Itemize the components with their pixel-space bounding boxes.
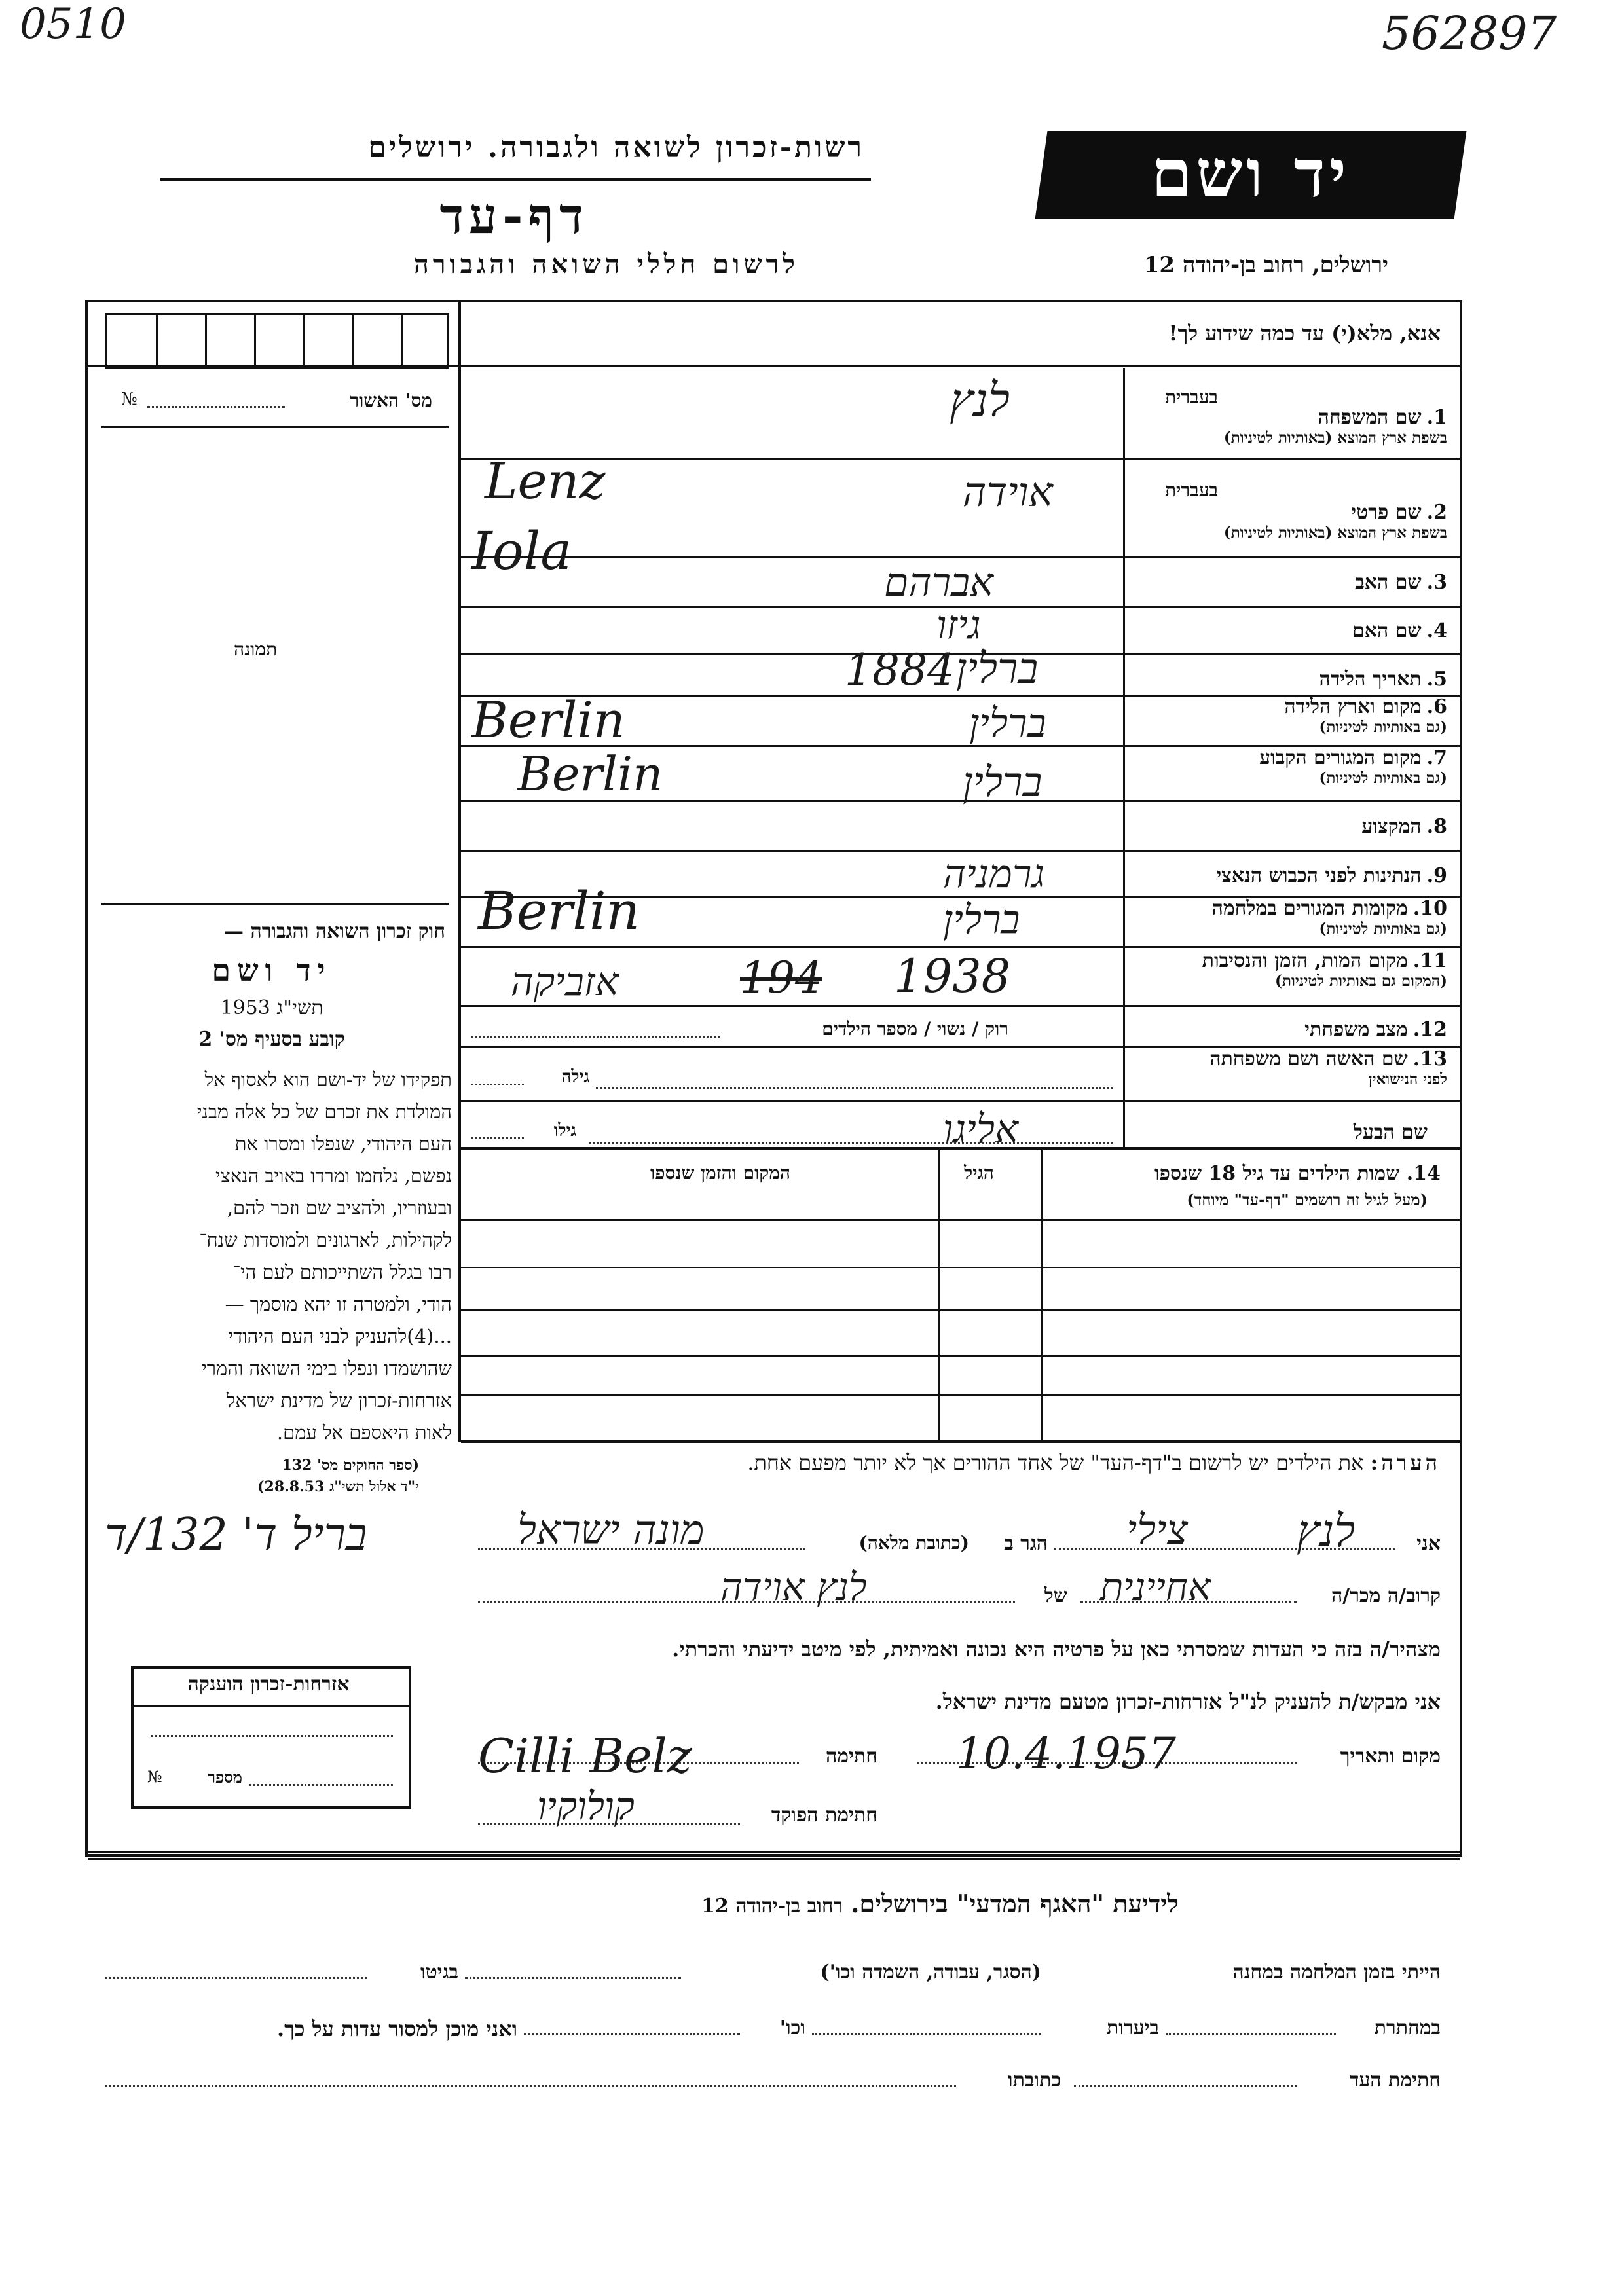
law-body bbox=[95, 1064, 452, 1449]
field-2-title: שם פרטי bbox=[1351, 501, 1422, 524]
bottom-separator-2 bbox=[88, 1858, 1460, 1860]
field-13-num: 13. bbox=[1412, 1048, 1447, 1070]
bottom-separator-1 bbox=[88, 1851, 1460, 1853]
field-4-num: 4. bbox=[1426, 619, 1447, 642]
bottom-address: רחוב בן-יהודה 12 bbox=[701, 1895, 843, 1918]
photo-label: תמונה bbox=[233, 638, 278, 660]
children-col-place: המקום והזמן שנספו bbox=[650, 1162, 790, 1184]
approval-no: № bbox=[121, 390, 138, 409]
hw-birth-place-heb: ברלין bbox=[956, 645, 1039, 693]
law-line: אזרחות-זכרון של מדינת ישראל bbox=[226, 1389, 452, 1412]
marital-dots[interactable] bbox=[471, 1036, 720, 1038]
hw-father: אברהם bbox=[884, 560, 993, 606]
husband-age-field[interactable] bbox=[471, 1137, 524, 1139]
husband-age-label: גילו bbox=[553, 1121, 576, 1140]
hw-nationality: גרמניה bbox=[943, 851, 1045, 897]
field-7-label bbox=[1130, 746, 1447, 787]
field-8-label bbox=[1130, 815, 1447, 838]
children-header-rule bbox=[461, 1219, 1460, 1221]
field-2-rule bbox=[461, 556, 1460, 558]
field-8-title: המקצוע bbox=[1361, 815, 1422, 838]
law-line: נפשם, נלחמו ומרדו באויב הנאצי bbox=[215, 1165, 452, 1187]
field-6-label bbox=[1130, 695, 1447, 736]
field-5-label bbox=[1130, 668, 1447, 691]
citizenship-number-field[interactable] bbox=[249, 1784, 393, 1786]
citizenship-line-1[interactable] bbox=[151, 1735, 393, 1737]
field-11-title: מקום המות, הזמן והנסיבות bbox=[1202, 949, 1408, 972]
field-2-num: 2. bbox=[1426, 501, 1447, 524]
field-2-sub: בשפת ארץ המוצא (באותיות לטיניות) bbox=[1223, 524, 1447, 541]
hw-birth-place-lat: Berlin bbox=[471, 691, 625, 749]
field-12-label bbox=[1130, 1018, 1447, 1041]
citizenship-title: אזרחות-זכרון הוענקה bbox=[187, 1673, 350, 1696]
corner-mark-right: 562897 bbox=[1382, 7, 1557, 60]
hw-wartime-heb: ברלין bbox=[943, 897, 1020, 943]
declarant-resides: הגר ב bbox=[1004, 1532, 1048, 1555]
bottom-forests-field[interactable] bbox=[812, 2033, 1041, 2035]
declarant-of: של bbox=[1044, 1584, 1067, 1607]
field-3-title: שם האב bbox=[1355, 571, 1422, 594]
law-line: המולדת את זכרם של כל אלה מבני bbox=[196, 1101, 452, 1123]
field-3-label bbox=[1130, 571, 1447, 594]
field-10-num: 10. bbox=[1412, 897, 1447, 920]
field-10-label bbox=[1130, 897, 1447, 938]
hw-surname-heb: לנץ bbox=[950, 373, 1010, 427]
signature-label: חתימה bbox=[826, 1745, 877, 1768]
field-7-num: 7. bbox=[1426, 746, 1447, 769]
bottom-title bbox=[498, 1889, 1179, 1919]
law-line: ובעוזריו, ולהציב שם וזכר להם, bbox=[227, 1197, 452, 1219]
instructions: אנא, מלא(י) עד כמה שידוע לך! bbox=[1168, 321, 1441, 346]
law-line: לאות היאספם אל עמם. bbox=[276, 1421, 452, 1444]
field-5-num: 5. bbox=[1426, 668, 1447, 691]
hw-informant-surname: לנץ bbox=[1297, 1506, 1356, 1558]
bottom-line3-a: חתימת העד bbox=[1349, 2069, 1441, 2092]
left-top-rule bbox=[88, 365, 461, 367]
remark-text: את הילדים יש לרשום ב"דף-העד" של אחד ההורים אך לא יותר מפעם אחת. bbox=[747, 1450, 1364, 1475]
field-10-title: מקומות המגורים במלחמה bbox=[1211, 897, 1408, 920]
logo-text: יד ושם bbox=[1151, 135, 1350, 212]
law-clause: קובע בסעיף מס' 2 bbox=[198, 1028, 345, 1051]
approval-field[interactable] bbox=[147, 406, 285, 408]
bottom-etc-field[interactable] bbox=[524, 2033, 740, 2035]
field-5-title: תאריך הלידה bbox=[1319, 668, 1422, 691]
request-text: אני מבקש/ת להעניק לנ"ל אזרחות-זכרון מטעם מדינת ישראל. bbox=[935, 1689, 1441, 1714]
field-4-title: שם האם bbox=[1352, 619, 1422, 642]
field-1-label bbox=[1130, 406, 1447, 446]
photo-area-top bbox=[101, 426, 449, 428]
law-line: העם היהודי, שנפלו ומסרו את bbox=[234, 1133, 452, 1155]
bottom-ghetto-field[interactable] bbox=[105, 1977, 367, 1979]
hw-official-signature: קולוקיו bbox=[537, 1784, 635, 1829]
bottom-line3-b: כתובתו bbox=[1007, 2069, 1061, 2092]
field-8-num: 8. bbox=[1426, 815, 1447, 838]
field-10-sub: (גם באותיות לטיניות) bbox=[1319, 920, 1447, 938]
field-13-sub: לפני הנישואין bbox=[1368, 1070, 1447, 1088]
institution-underline bbox=[160, 178, 871, 181]
photo-area-bottom bbox=[101, 903, 449, 905]
law-ref-1: (ספר החוקים מס' 132 bbox=[282, 1457, 419, 1474]
field-4-label bbox=[1130, 619, 1447, 642]
hw-husband: אליגו bbox=[943, 1106, 1018, 1152]
declarant-relative: קרוב/ה מכר/ה bbox=[1331, 1584, 1441, 1607]
husband-name-field[interactable] bbox=[589, 1142, 1113, 1144]
children-num: 14. bbox=[1406, 1162, 1441, 1185]
hw-wartime-lat: Berlin bbox=[478, 881, 640, 941]
hw-margin-note: בריל ד' 132/ד bbox=[105, 1509, 367, 1561]
field-1-rule bbox=[461, 458, 1460, 460]
bottom-camp-field[interactable] bbox=[465, 1977, 681, 1979]
declarant-i: אני bbox=[1416, 1532, 1441, 1555]
lang-hebrew-2: בעברית bbox=[1164, 479, 1218, 501]
hw-residence-lat: Berlin bbox=[517, 746, 663, 801]
declarant-address-label: (כתובת מלאה) bbox=[858, 1532, 969, 1554]
law-ref-2: י"ד אלול תשי"ג 28.8.53) bbox=[257, 1478, 419, 1495]
field-12-num: 12. bbox=[1412, 1018, 1447, 1041]
approval-tick-box bbox=[105, 313, 449, 369]
field-13-title: שם האשה ושם משפחתה bbox=[1209, 1048, 1408, 1070]
bottom-line2-a: במחתרת bbox=[1374, 2016, 1441, 2039]
hw-informant-first: צילי bbox=[1126, 1506, 1188, 1554]
children-row-3 bbox=[461, 1355, 1460, 1357]
field-11-sub: (המקום גם באותיות לטיניות) bbox=[1275, 972, 1447, 990]
citizenship-number: מספר bbox=[208, 1768, 242, 1787]
wife-name-field[interactable] bbox=[596, 1087, 1113, 1089]
field-9-label bbox=[1130, 864, 1447, 887]
form-title: דף-עד bbox=[439, 187, 589, 245]
hw-first-lat: Iola bbox=[471, 520, 572, 581]
field-1-sub: בשפת ארץ המוצא (באותיות לטיניות) bbox=[1223, 429, 1447, 446]
institution-name: רשות-זכרון לשואה ולגבורה. ירושלים bbox=[368, 131, 864, 164]
field-11-label bbox=[1130, 949, 1447, 990]
law-line: שהושמדו ונפלו בימי השואה והמרי bbox=[202, 1357, 452, 1379]
wife-age-field[interactable] bbox=[471, 1084, 524, 1085]
field-10-rule bbox=[461, 946, 1460, 948]
field-11-num: 11. bbox=[1412, 949, 1447, 972]
children-row-2 bbox=[461, 1309, 1460, 1311]
remark-label: הערה: bbox=[1370, 1450, 1441, 1475]
hw-death-info: אזביקה bbox=[511, 959, 619, 1005]
hw-relation-of: לנץ אוידה bbox=[720, 1565, 867, 1609]
field-6-title: מקום וארץ הלידה bbox=[1284, 695, 1422, 718]
field-3-num: 3. bbox=[1426, 571, 1447, 594]
hw-signature: Cilli Belz bbox=[478, 1728, 692, 1783]
bottom-witness-sign-field[interactable] bbox=[1074, 2085, 1297, 2087]
hw-death-year-crossed: 194 bbox=[740, 953, 822, 1003]
field-7-title: מקום המגורים הקבוע bbox=[1259, 746, 1422, 769]
law-line: ...(4)להעניק לבני העם היהודי bbox=[228, 1325, 452, 1347]
field-12-title: מצב משפחתי bbox=[1304, 1018, 1408, 1041]
citizenship-no: № bbox=[147, 1768, 162, 1786]
children-col-divider-1 bbox=[1041, 1150, 1043, 1443]
lang-hebrew-1: בעברית bbox=[1164, 386, 1218, 408]
children-title-text: שמות הילדים עד גיל 18 שנספו bbox=[1154, 1162, 1400, 1185]
field-11-rule bbox=[461, 1005, 1460, 1007]
children-col-divider-2 bbox=[938, 1150, 940, 1443]
law-line: לקהילות, לארגונים ולמוסדות שנח־ bbox=[199, 1229, 452, 1251]
law-name: יד ושם bbox=[212, 953, 332, 988]
bottom-line2-d: ואני מוכן למסור עדות על כך. bbox=[276, 2016, 517, 2041]
marital-options: רוק / נשוי / מספר הילדים bbox=[822, 1018, 1008, 1040]
bottom-line1-b: (הסגר, עבודה, השמדה וכו') bbox=[820, 1961, 1041, 1984]
law-line: תפקידו של יד-ושם הוא לאסוף אל bbox=[204, 1068, 452, 1091]
instructions-bottom-rule bbox=[461, 365, 1460, 367]
left-column-divider bbox=[458, 302, 461, 1442]
form-subtitle: לרשום חללי השואה והגבורה bbox=[413, 249, 799, 280]
bottom-line1-c: בגיטו bbox=[420, 1961, 458, 1984]
field-9-title: הנתינות לפני הכבוש הנאצי bbox=[1216, 864, 1422, 887]
official-signature-label: חתימת הפוקד bbox=[771, 1804, 877, 1827]
hw-first-heb: אוידה bbox=[963, 468, 1053, 516]
hw-birth-year: 1884 bbox=[845, 645, 955, 695]
hw-relation: אחיינית bbox=[1100, 1565, 1211, 1609]
children-row-1 bbox=[461, 1267, 1460, 1268]
children-bottom-rule bbox=[461, 1440, 1460, 1443]
children-sub: (מעל לגיל זה רושמים "דף-עד" מיוחד) bbox=[1187, 1190, 1428, 1209]
husband-label: שם הבעל bbox=[1353, 1121, 1428, 1144]
bottom-line1-a: הייתי בזמן המלחמה במחנה bbox=[1232, 1961, 1441, 1984]
declaration-text: מצהיר/ה בזה כי העדות שמסרתי כאן על פרטיה היא נכונה ואמיתית, לפי מיטב ידיעתי והכרתי. bbox=[672, 1637, 1441, 1662]
hw-death-year: 1938 bbox=[894, 949, 1011, 1003]
law-year: תשי"ג 1953 bbox=[220, 996, 323, 1019]
bottom-line2-b: ביערות bbox=[1106, 2016, 1159, 2039]
bottom-line2-c: וכו' bbox=[779, 2016, 805, 2039]
field-13-rule bbox=[461, 1100, 1460, 1102]
field-7-sub: (גם באותיות לטיניות) bbox=[1319, 769, 1447, 787]
hw-birth-place-heb2: ברלין bbox=[969, 701, 1046, 746]
bottom-witness-address-field[interactable] bbox=[105, 2085, 956, 2087]
field-2-label bbox=[1130, 501, 1447, 541]
field-6-sub: (גם באותיות לטיניות) bbox=[1319, 718, 1447, 736]
children-row-4 bbox=[461, 1394, 1460, 1396]
hw-date: 10.4.1957 bbox=[956, 1728, 1176, 1779]
hw-informant-address: מונה ישראל bbox=[517, 1506, 705, 1554]
hw-mother: גיזו bbox=[936, 602, 981, 648]
header-address: ירושלים, רחוב בן-יהודה 12 bbox=[1143, 252, 1388, 278]
field-1-title: שם המשפחה bbox=[1318, 406, 1422, 429]
corner-mark-left: 0510 bbox=[20, 0, 126, 48]
children-col-age: הגיל bbox=[964, 1162, 994, 1184]
hw-residence-heb: ברלין bbox=[963, 758, 1043, 806]
law-line: הודי, ולמטרה זו יהא מוסמך — bbox=[225, 1293, 452, 1315]
field-6-num: 6. bbox=[1426, 695, 1447, 718]
law-line: רבו בגלל השתייכותם לעם הי־ bbox=[232, 1261, 452, 1283]
approval-label: מס' האשור bbox=[350, 390, 432, 411]
remark bbox=[471, 1450, 1441, 1475]
label-column-divider bbox=[1123, 368, 1125, 1147]
place-date-label: מקום ותאריך bbox=[1340, 1745, 1441, 1768]
hw-surname-lat: Lenz bbox=[485, 452, 606, 510]
law-heading: חוק זכרון השואה והגבורה — bbox=[224, 920, 445, 943]
citizenship-title-rule bbox=[131, 1705, 411, 1707]
wife-age-label: גילה bbox=[561, 1067, 589, 1087]
field-13-label bbox=[1130, 1048, 1447, 1088]
bottom-title-text: לידיעת "האגף המדעי" בירושלים. bbox=[851, 1889, 1179, 1918]
field-1-num: 1. bbox=[1426, 406, 1447, 429]
bottom-underground-field[interactable] bbox=[1166, 2033, 1336, 2035]
children-title bbox=[1048, 1162, 1441, 1185]
field-9-num: 9. bbox=[1426, 864, 1447, 887]
